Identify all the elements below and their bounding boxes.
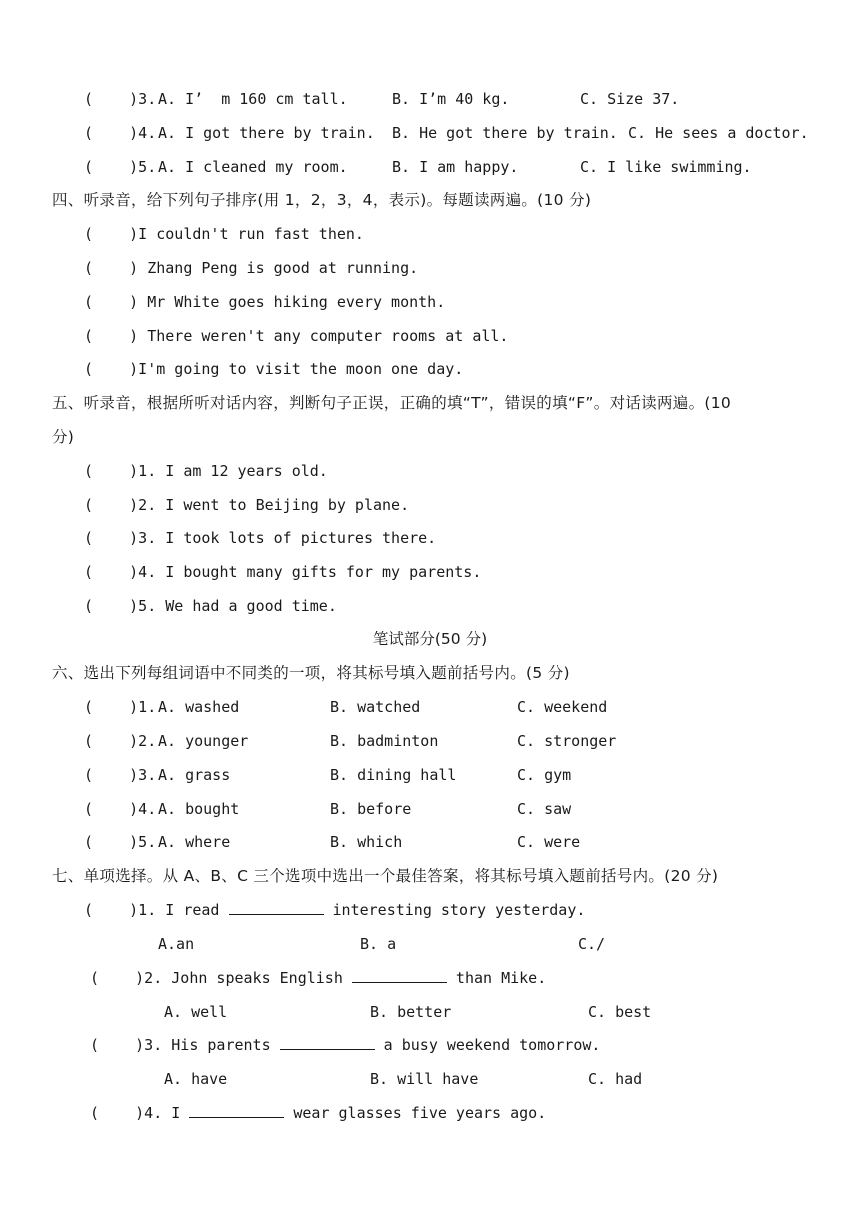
option-a: A. I’ m 160 cm tall. [158,90,348,108]
written-part-heading: 笔试部分(50 分) [372,630,488,648]
option-b: B. badminton [330,732,439,750]
option-c: C. He sees a doctor. [628,124,809,142]
question-stem: ( )3. His parents [90,1036,280,1054]
option-c: C. gym [517,766,572,784]
option-b: B. which [330,833,403,851]
option-c: C. were [517,833,581,851]
option-a: A. have [164,1070,228,1088]
fill-blank[interactable] [352,968,447,983]
option-b: B. a [360,935,397,953]
fill-blank[interactable] [229,900,324,915]
option-c: C. saw [517,800,572,818]
section-5-item[interactable]: ( )2. I went to Beijing by plane. [84,496,410,514]
option-b: B. before [330,800,412,818]
question-stem: ( )4. I [90,1104,190,1122]
option-c: C. Size 37. [580,90,680,108]
question-2 [90,968,546,988]
question-4 [90,1103,546,1123]
section-4-item[interactable]: ( ) Mr White goes hiking every month. [84,293,446,311]
section-5-item[interactable]: ( )1. I am 12 years old. [84,462,328,480]
option-b: B. dining hall [330,766,457,784]
option-b: B. He got there by train. [392,124,618,142]
section-5-item[interactable]: ( )4. I bought many gifts for my parents. [84,563,482,581]
question-stem: ( )1. I read [84,901,229,919]
section-5-title-cont: 分) [52,428,75,446]
section-4-item[interactable]: ( )I couldn't run fast then. [84,225,364,243]
question-1 [84,900,585,920]
question-stem-end: interesting story yesterday. [323,901,586,919]
answer-bracket[interactable]: ( )3. [84,90,166,108]
option-a: A. younger [158,732,249,750]
answer-bracket[interactable]: ( )3. [84,766,166,784]
section-4-title: 四、听录音，给下列句子排序(用 1，2，3，4，表示)。每题读两遍。(10 分) [52,191,592,209]
question-stem-end: a busy weekend tomorrow. [374,1036,601,1054]
section-5-item[interactable]: ( )5. We had a good time. [84,597,337,615]
option-b: B. I am happy. [392,158,519,176]
section-7-title: 七、单项选择。从 A、B、C 三个选项中选出一个最佳答案，将其标号填入题前括号内。(20 分) [52,867,719,885]
option-c: C. had [588,1070,643,1088]
option-a: A. I got there by train. [158,124,375,142]
option-c: C. stronger [517,732,617,750]
answer-bracket[interactable]: ( )4. [84,124,166,142]
option-c: C. best [588,1003,652,1021]
section-6-title: 六、选出下列每组词语中不同类的一项，将其标号填入题前括号内。(5 分) [52,664,570,682]
option-b: B. I’m 40 kg. [392,90,510,108]
answer-bracket[interactable]: ( )5. [84,158,166,176]
option-b: B. better [370,1003,452,1021]
option-b: B. watched [330,698,421,716]
question-stem: ( )2. John speaks English [90,969,352,987]
option-a: A. well [164,1003,228,1021]
section-5-title: 五、听录音，根据所听对话内容，判断句子正误，正确的填“T”，错误的填“F”。对话读两遍。(10 [52,394,732,412]
option-a: A. grass [158,766,231,784]
option-a: A. where [158,833,231,851]
section-4-item[interactable]: ( )I'm going to visit the moon one day. [84,360,464,378]
question-stem-end: wear glasses five years ago. [284,1104,547,1122]
answer-bracket[interactable]: ( )1. [84,698,166,716]
option-c: C. weekend [517,698,608,716]
option-c: C./ [578,935,606,953]
answer-bracket[interactable]: ( )2. [84,732,166,750]
section-4-item[interactable]: ( ) There weren't any computer rooms at all. [84,327,509,345]
fill-blank[interactable] [189,1103,284,1118]
question-3 [90,1035,600,1055]
option-a: A. I cleaned my room. [158,158,348,176]
answer-bracket[interactable]: ( )5. [84,833,166,851]
option-a: A.an [158,935,195,953]
option-a: A. bought [158,800,240,818]
option-a: A. washed [158,698,240,716]
question-stem-end: than Mike. [446,969,547,987]
option-c: C. I like swimming. [580,158,752,176]
section-5-item[interactable]: ( )3. I took lots of pictures there. [84,529,437,547]
option-b: B. will have [370,1070,479,1088]
fill-blank[interactable] [280,1035,375,1050]
answer-bracket[interactable]: ( )4. [84,800,166,818]
section-4-item[interactable]: ( ) Zhang Peng is good at running. [84,259,419,277]
